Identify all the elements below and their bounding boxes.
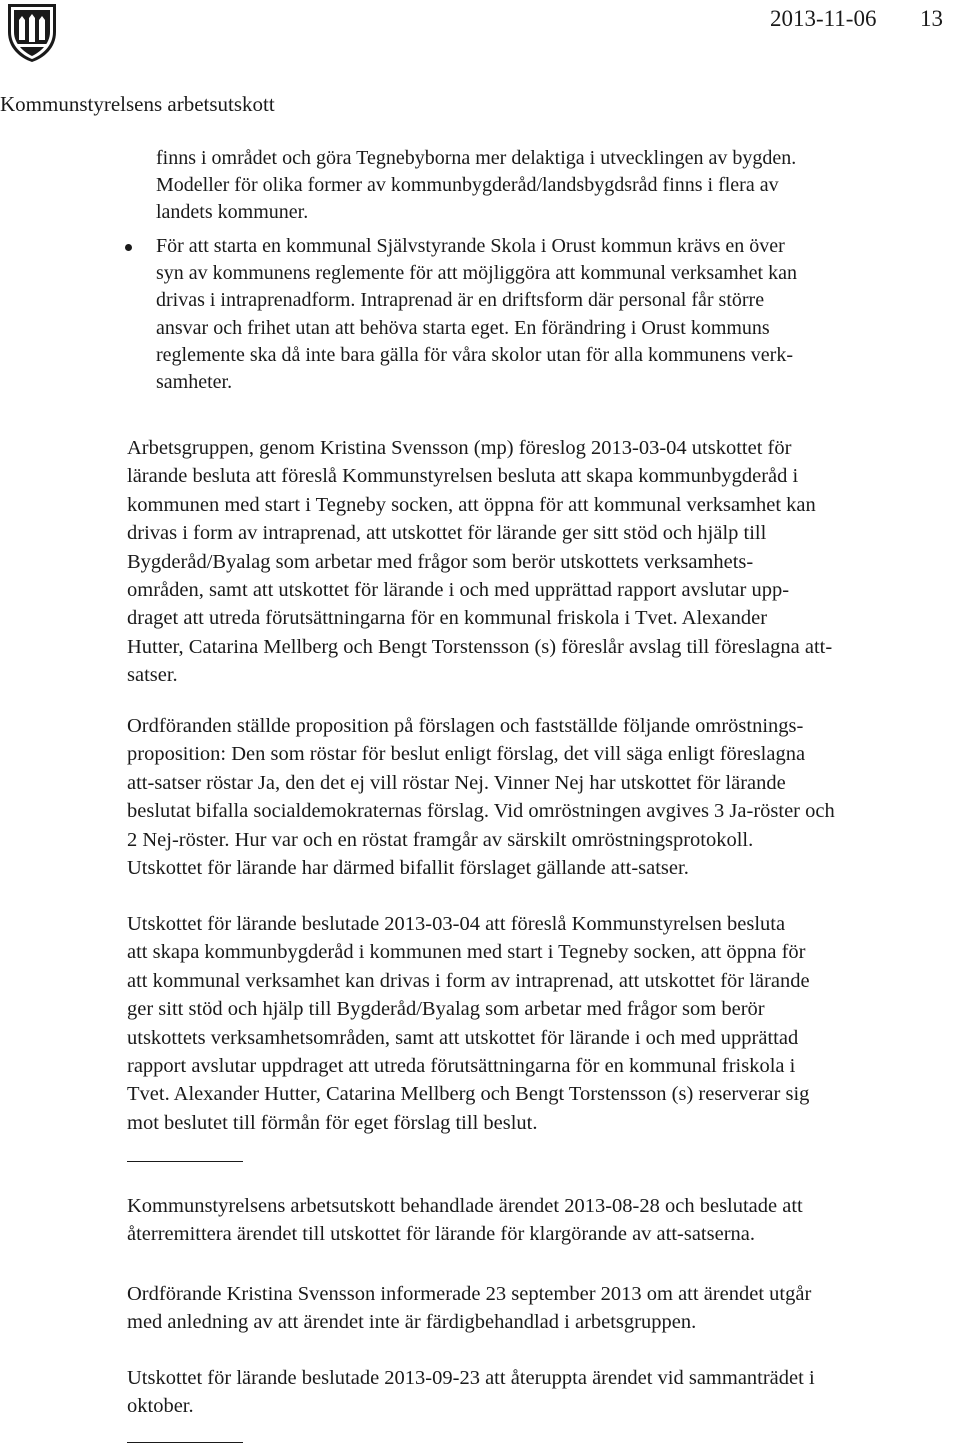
text-line: proposition: Den som röstar för beslut enligt förslag, det vill säga enligt föreslagna: [127, 743, 806, 766]
text-line: Ordföranden ställde proposition på förslagen och fastställde följande omröstnings-: [127, 715, 804, 737]
text-line: Utskottet för lärande har därmed bifallit förslaget gällande att-satser.: [127, 857, 689, 880]
paragraph-resumption: [127, 1364, 952, 1421]
bullet-list-item: [156, 233, 946, 396]
text-line: drivas i form av intraprenad, att utskottet för lärande ger sitt stöd och hjälp till: [127, 522, 767, 545]
paragraph-proposal: [127, 434, 952, 690]
text-line: Modeller för olika former av kommunbygderåd/landsbygdsråd finns i flera av: [156, 174, 779, 196]
text-line: landets kommuner.: [156, 201, 309, 223]
text-line: Kommunstyrelsens arbetsutskott behandlade ärendet 2013-08-28 och beslutade att: [127, 1195, 803, 1217]
text-line: utskottets verksamhetsområden, samt att utskottet för lärande i och med upprättad: [127, 1026, 799, 1049]
committee-name: Kommunstyrelsens arbetsutskott: [0, 92, 275, 116]
text-line: satser.: [127, 664, 178, 687]
text-line: kommunen med start i Tegneby socken, att öppna för att kommunal verksamhet kan: [127, 493, 816, 516]
paragraph-decision: [127, 910, 952, 1137]
list-item-continuation: [156, 145, 946, 226]
text-line: beslutat bifalla socialdemokraternas förslag. Vid omröstningen avgives 3 Ja-röster och: [127, 800, 835, 823]
section-divider: [127, 1442, 243, 1443]
text-line: 2 Nej-röster. Hur var och en röstat framgår av särskilt omröstningsprotokoll.: [127, 828, 754, 851]
text-line: drivas i intraprenadform. Intraprenad är en driftsform där personal får större: [156, 289, 765, 312]
text-line: återremittera ärendet till utskottet för lärande för klargörande av att-satserna.: [127, 1223, 756, 1246]
text-line: rapport avslutar uppdraget att utreda förutsättningarna för en kommunal friskola i: [127, 1055, 796, 1078]
text-line: att-satser röstar Ja, den det ej vill röstar Nej. Vinner Nej har utskottet för lärande: [127, 771, 786, 794]
text-line: Utskottet för lärande beslutade 2013-03-04 att föreslå Kommunstyrelsen besluta: [127, 913, 786, 935]
paragraph-information: [127, 1280, 952, 1337]
text-line: draget att utreda förutsättningarna för en kommunal friskola i Tvet. Alexander: [127, 607, 768, 630]
text-line: att kommunal verksamhet kan drivas i form av intraprenad, att utskottet för lärande: [127, 969, 810, 992]
text-line: Ordförande Kristina Svensson informerade 23 september 2013 om att ärendet utgår: [127, 1283, 812, 1305]
text-line: syn av kommunens reglemente för att möjliggöra att kommunal verksamhet kan: [156, 262, 797, 285]
text-line: Arbetsgruppen, genom Kristina Svensson (mp) föreslog 2013-03-04 utskottet för: [127, 437, 792, 459]
paragraph-vote: [127, 712, 952, 882]
section-divider: [127, 1161, 243, 1162]
text-line: ger sitt stöd och hjälp till Bygderåd/Byalag som arbetar med frågor som berör: [127, 998, 765, 1021]
text-line: områden, samt att utskottet för lärande i och med upprättad rapport avslutar upp-: [127, 579, 790, 602]
text-line: mot beslutet till förmån för eget förslag till beslut.: [127, 1111, 538, 1134]
text-line: samheter.: [156, 371, 233, 394]
text-line: oktober.: [127, 1395, 194, 1418]
bullet-icon: [125, 244, 132, 251]
text-line: finns i området och göra Tegnebyborna mer delaktiga i utvecklingen av bygden.: [156, 147, 797, 169]
text-line: ansvar och frihet utan att behöva starta eget. En förändring i Orust kommuns: [156, 316, 770, 339]
text-line: Utskottet för lärande beslutade 2013-09-23 att återuppta ärendet vid sammanträdet i: [127, 1367, 815, 1389]
page-number: 13: [920, 6, 943, 31]
text-line: lärande besluta att föreslå Kommunstyrelsen besluta att skapa kommunbygderåd i: [127, 465, 799, 488]
text-line: Hutter, Catarina Mellberg och Bengt Torstensson (s) föreslår avslag till föreslagna att-: [127, 635, 833, 658]
paragraph-referral: [127, 1192, 952, 1249]
text-line: Tvet. Alexander Hutter, Catarina Mellberg och Bengt Torstensson (s) reserverar sig: [127, 1083, 810, 1106]
document-date: 2013-11-06: [770, 6, 877, 31]
text-line: För att starta en kommunal Självstyrande Skola i Orust kommun krävs en över: [156, 235, 785, 257]
text-line: reglemente ska då inte bara gälla för våra skolor utan för alla kommunens verk-: [156, 343, 793, 366]
text-line: med anledning av att ärendet inte är färdigbehandlad i arbetsgruppen.: [127, 1311, 697, 1334]
municipal-coat-of-arms-icon: [6, 2, 58, 64]
text-line: att skapa kommunbygderåd i kommunen med start i Tegneby socken, att öppna för: [127, 941, 806, 964]
text-line: Bygderåd/Byalag som arbetar med frågor som berör utskottets verksamhets-: [127, 550, 754, 573]
